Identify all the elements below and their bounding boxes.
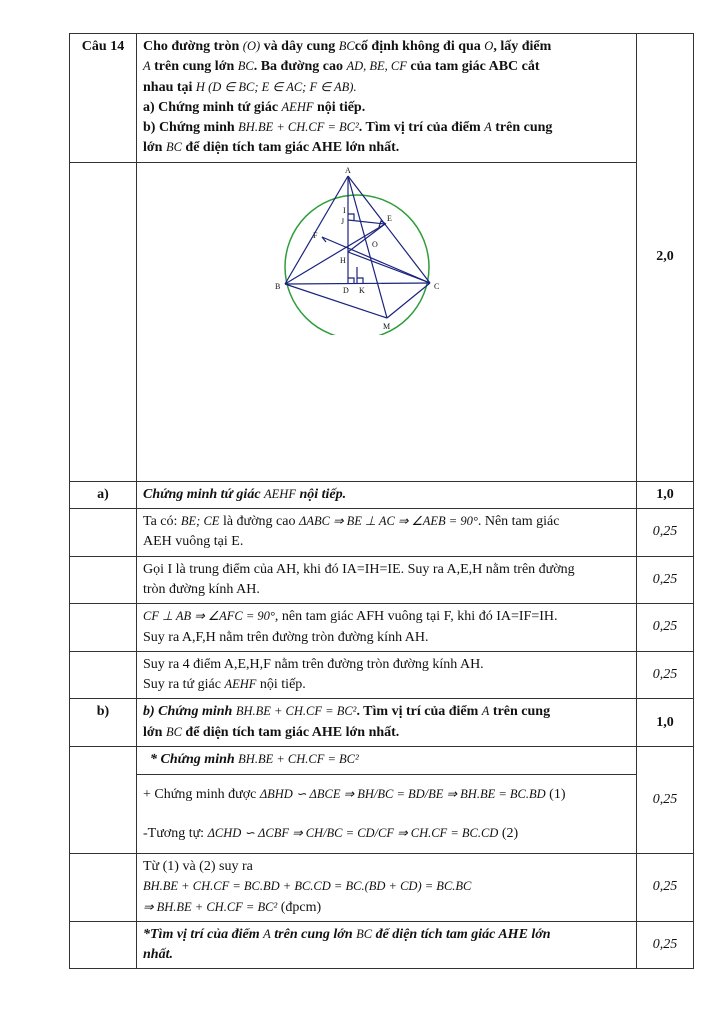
part-a-row-4 xyxy=(70,651,694,699)
proof-step-1: + Chứng minh được ΔBHD ∽ ΔBCE ⇒ BH/BC = BD/BE ⇒ BH.BE = BC.BD (1) xyxy=(137,774,636,805)
segment-he xyxy=(348,224,385,252)
part-a-points: 1,0 xyxy=(637,481,694,508)
find-points: 0,25 xyxy=(637,921,694,969)
part-a-step-3-points: 0,25 xyxy=(637,604,694,652)
part-b-label: b) xyxy=(70,699,137,747)
label-b: B xyxy=(275,281,281,291)
part-a-step-3: CF ⊥ AB ⇒ ∠AFC = 90°, nên tam giác AFH vuông tại F, khi đó IA=IF=IH. Suy ra A,F,H nằm trên đường tròn đường kính AH. xyxy=(137,604,637,652)
part-a-step-2: Gọi I là trung điểm của AH, khi đó IA=IH=IE. Suy ra A,E,H nằm trên đường tròn đường kính AH. xyxy=(137,556,637,604)
part-b-header xyxy=(70,699,694,747)
part-a-header xyxy=(70,481,694,508)
part-b-find-row xyxy=(70,921,694,969)
label-i: I xyxy=(343,205,346,215)
figure-row xyxy=(70,162,694,481)
segment-bm xyxy=(285,284,387,318)
question-text: Cho đường tròn (O) và dây cung BCcố định không đi qua O, lấy điểm A trên cung lớn BC. Ba đường cao AD, BE, CF của tam giác ABC cắt nhau tại H (D ∈ BC; E ∈ AC; F ∈ AB). a) Chứng minh tứ giác AEHF nội tiếp. b) Chứng minh BH.BE + CH.CF = BC². Tìm vị trí của điểm A trên cung lớn BC để diện tích tam giác AHE lớn nhất. xyxy=(137,34,637,163)
label-j: J xyxy=(341,216,345,226)
label-c: C xyxy=(434,281,440,291)
part-a-step-1: Ta có: BE; CE là đường cao ΔABC ⇒ BE ⊥ AC ⇒ ∠AEB = 90°. Nên tam giác AEH vuông tại E. xyxy=(137,509,637,557)
part-a-row-2 xyxy=(70,556,694,604)
part-a-label: a) xyxy=(70,481,137,508)
proof-steps-points: 0,25 xyxy=(637,747,694,854)
label-o: O xyxy=(372,239,378,249)
label-e: E xyxy=(387,213,392,223)
geometry-figure xyxy=(227,165,447,335)
segment-cm xyxy=(387,283,430,318)
label-d: D xyxy=(343,285,349,295)
label-h: H xyxy=(340,255,346,265)
part-a-row-3 xyxy=(70,604,694,652)
part-b-proof-row xyxy=(70,747,694,854)
circle-o xyxy=(285,195,429,335)
part-a-step-4-points: 0,25 xyxy=(637,651,694,699)
question-row xyxy=(70,34,694,163)
label-k: K xyxy=(359,285,365,295)
label-a: A xyxy=(345,165,351,175)
part-b-find: *Tìm vị trí của điểm A trên cung lớn BC để diện tích tam giác AHE lớn nhất. xyxy=(137,921,637,969)
label-f: F xyxy=(313,230,318,240)
part-b-title: b) Chứng minh BH.BE + CH.CF = BC². Tìm vị trí của điểm A trên cung lớn BC để diện tích tam giác AHE lớn nhất. xyxy=(137,699,637,747)
right-angle-j xyxy=(348,214,354,220)
part-b-sum: Từ (1) và (2) suy ra BH.BE + CH.CF = BC.BD + BC.CD = BC.(BD + CD) = BC.BC ⇒ BH.BE + CH.CF = BC² (đpcm) xyxy=(137,853,637,921)
figure-cell xyxy=(137,162,637,481)
sum-points: 0,25 xyxy=(637,853,694,921)
part-a-title: Chứng minh tứ giác AEHF nội tiếp. xyxy=(137,481,637,508)
label-m: M xyxy=(383,321,391,331)
part-a-step-1-points: 0,25 xyxy=(637,509,694,557)
part-a-row-1 xyxy=(70,509,694,557)
proof-step-2: -Tương tự: ΔCHD ∽ ΔCBF ⇒ CH/BC = CD/CF ⇒ CH.CF = BC.CD (2) xyxy=(143,825,519,841)
question-points: 2,0 xyxy=(637,34,694,482)
part-a-step-2-points: 0,25 xyxy=(637,556,694,604)
part-b-proof xyxy=(137,747,637,854)
segment-je xyxy=(348,220,385,224)
part-b-points: 1,0 xyxy=(637,699,694,747)
question-label: Câu 14 xyxy=(70,34,137,163)
part-b-sum-row xyxy=(70,853,694,921)
part-a-step-4: Suy ra 4 điểm A,E,H,F nằm trên đường tròn đường kính AH. Suy ra tứ giác AEHF nội tiếp. xyxy=(137,651,637,699)
answer-table xyxy=(69,33,694,969)
proof-heading: * Chứng minh BH.BE + CH.CF = BC² xyxy=(150,752,359,768)
